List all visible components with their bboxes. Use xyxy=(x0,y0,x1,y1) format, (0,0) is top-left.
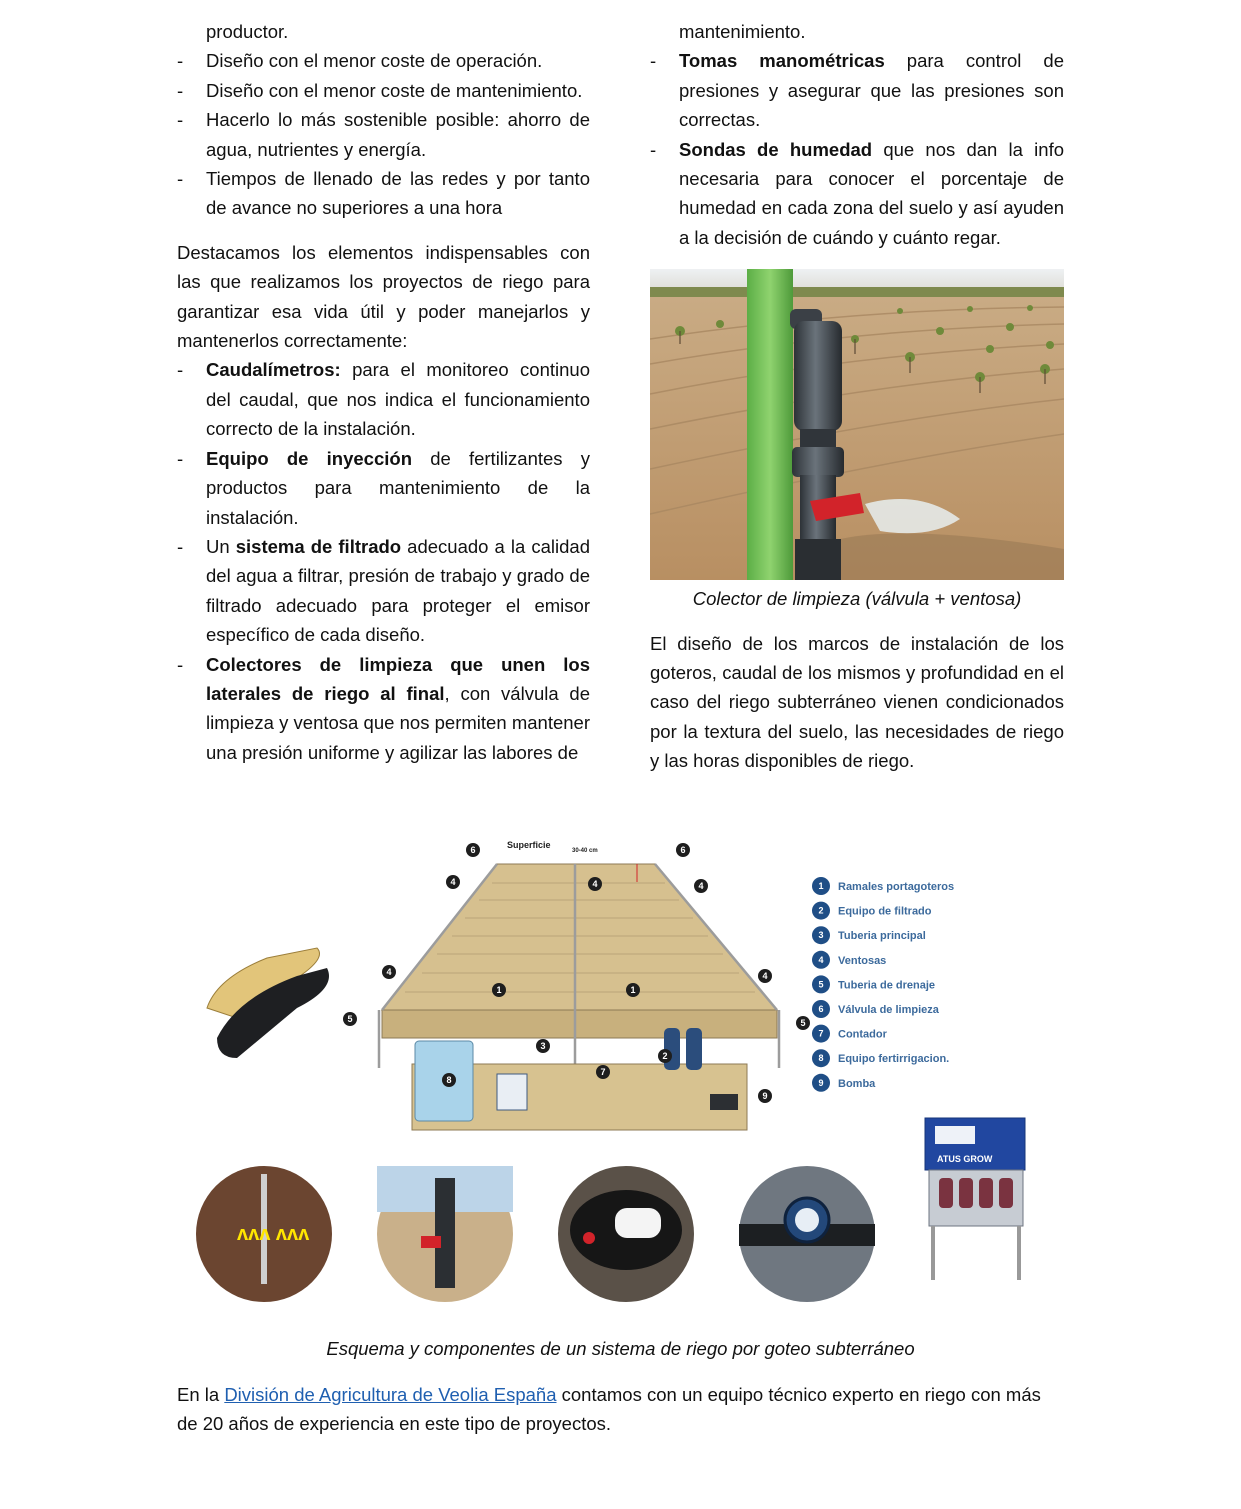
svg-text:4: 4 xyxy=(762,971,768,981)
water-meter-photo xyxy=(739,1166,875,1302)
diagram-caption: Esquema y componentes de un sistema de riego por goteo subterráneo xyxy=(326,1338,915,1359)
list-item: - Diseño con el menor coste de operación. xyxy=(177,46,590,75)
list-item: - Hacerlo lo más sostenible posible: ahorro de agua, nutrientes y energía. xyxy=(177,105,590,164)
svg-text:ʌʌʌ ʌʌʌ: ʌʌʌ ʌʌʌ xyxy=(237,1223,310,1245)
legend-label: Tuberia principal xyxy=(838,930,926,943)
legend-number: 9 xyxy=(818,1077,824,1088)
svg-text:4: 4 xyxy=(386,967,392,977)
legend-number: 7 xyxy=(818,1028,824,1039)
collector-valve-photo xyxy=(377,1166,513,1302)
continued-list-item: mantenimiento. xyxy=(679,21,806,42)
bold-term: sistema de filtrado xyxy=(235,535,402,557)
legend-label: Equipo fertirrigacion. xyxy=(838,1053,950,1066)
legend-item xyxy=(812,877,954,895)
cleaning-collector-photo xyxy=(650,269,1064,580)
list-item: - Sondas de humedad que nos dan la info necesaria para conocer el porcentaje de humedad en cada zona del suelo y así ayuden a la decisión de cuándo y cuánto regar. xyxy=(650,135,1064,253)
callout-badge xyxy=(446,875,460,889)
svg-text:7: 7 xyxy=(600,1067,606,1077)
list-item: - Diseño con el menor coste de mantenimiento. xyxy=(177,76,590,105)
legend-item xyxy=(812,902,932,920)
soil-dripper-photo xyxy=(196,1166,332,1302)
legend-number: 6 xyxy=(818,1004,824,1014)
continued-list-item: productor. xyxy=(206,21,289,42)
bold-term: Equipo de inyección xyxy=(206,447,412,469)
svg-text:6: 6 xyxy=(470,845,476,855)
design-goals-list xyxy=(177,46,590,222)
list-item: - Tomas manométricas para control de presiones y asegurar que las presiones son correctas. xyxy=(650,46,1064,134)
list-item: - Un sistema de filtrado adecuado a la calidad del agua a filtrar, presión de trabajo y grado de filtrado adecuado para proteger el emisor específico de cada diseño. xyxy=(177,532,590,650)
legend-label: Bomba xyxy=(838,1077,876,1090)
legend-label: Ventosas xyxy=(838,954,887,967)
list-item: - Caudalímetros: para el monitoreo continuo del caudal, que nos indica el funcionamiento correcto de la instalación. xyxy=(177,355,590,443)
legend-number: 8 xyxy=(818,1053,824,1064)
legend-label: Válvula de limpieza xyxy=(838,1004,939,1016)
callout-badge xyxy=(758,1089,772,1103)
callout-badge xyxy=(676,843,690,857)
svg-text:2: 2 xyxy=(662,1051,668,1061)
callout-badge xyxy=(492,983,506,997)
svg-text:1: 1 xyxy=(630,985,636,995)
photo-caption: Colector de limpieza (válvula + ventosa) xyxy=(692,588,1022,610)
device-brand: ATUS GROW xyxy=(937,1154,993,1164)
callout-badge xyxy=(626,983,640,997)
legend-number: 3 xyxy=(818,930,824,941)
svg-text:1: 1 xyxy=(496,985,502,995)
legend-item xyxy=(812,1025,888,1043)
bold-term: Tomas manométricas xyxy=(679,50,885,72)
legend-item xyxy=(812,1074,876,1092)
svg-text:8: 8 xyxy=(446,1075,452,1085)
elements-list xyxy=(177,355,590,767)
svg-text:3: 3 xyxy=(540,1041,546,1051)
list-item: - Equipo de inyección de fertilizantes y productos para mantenimiento de la instalación. xyxy=(177,444,590,532)
legend-number: 5 xyxy=(818,979,824,990)
legend-label: Tuberia de drenaje xyxy=(838,979,935,992)
callout-badge xyxy=(758,969,772,983)
svg-text:4: 4 xyxy=(450,877,456,887)
callout-badge xyxy=(442,1073,456,1087)
svg-text:6: 6 xyxy=(680,845,686,855)
surface-label: Superficie xyxy=(507,840,551,850)
irrigation-diagram xyxy=(177,828,1064,1306)
legend-item xyxy=(812,975,935,993)
legend-item xyxy=(812,1049,949,1067)
svg-text:4: 4 xyxy=(698,881,704,891)
callout-badge xyxy=(658,1049,672,1063)
legend-item xyxy=(812,926,926,944)
intro-paragraph: Destacamos los elementos indispensables con las que realizamos los proyectos de riego para garantizar esa vida útil y poder manejarlos y mantenerlos correctamente: xyxy=(177,241,590,352)
left-column xyxy=(177,17,590,767)
callout-badge xyxy=(536,1039,550,1053)
legend-number: 1 xyxy=(818,881,824,891)
svg-text:5: 5 xyxy=(800,1018,806,1028)
legend-number: 4 xyxy=(818,954,824,965)
valve-box-photo xyxy=(558,1166,694,1302)
legend-item xyxy=(812,1000,940,1018)
callout-badge xyxy=(382,965,396,979)
bold-term: Sondas de humedad xyxy=(679,138,873,160)
svg-text:4: 4 xyxy=(592,879,598,889)
right-column xyxy=(650,17,1064,776)
svg-text:9: 9 xyxy=(762,1091,768,1101)
bold-term: Colectores de limpieza que unen los laterales de riego al final xyxy=(206,653,590,704)
legend-label: Contador xyxy=(838,1028,887,1041)
footer-paragraph: En la División de Agricultura de Veolia España contamos con un equipo técnico experto en riego con más de 20 años de experiencia en este tipo de proyectos. xyxy=(177,1384,1041,1435)
callout-badge xyxy=(694,879,708,893)
design-paragraph: El diseño de los marcos de instalación de los goteros, caudal de los mismos y profundidad en el caso del riego subterráneo vienen condicionados por la textura del suelo, las necesidades de riego y las horas disponibles de riego. xyxy=(650,632,1064,772)
callout-badge xyxy=(588,877,602,891)
legend-label: Equipo de filtrado xyxy=(838,905,932,918)
callout-badge xyxy=(343,1012,357,1026)
legend-label: Ramales portagoteros xyxy=(838,881,955,893)
callout-badge xyxy=(596,1065,610,1079)
bold-term: Caudalímetros: xyxy=(206,359,341,381)
legend-item xyxy=(812,951,886,969)
list-item: - Colectores de limpieza que unen los laterales de riego al final, con válvula de limpieza y ventosa que nos permiten mantener una presión uniforme y agilizar las labores de xyxy=(177,650,590,768)
diagram-legend xyxy=(812,877,954,1092)
irrigation-diagram-svg xyxy=(177,828,1064,1306)
veolia-agriculture-link[interactable]: División de Agricultura de Veolia España xyxy=(224,1384,557,1405)
depth-label: 30-40 cm xyxy=(572,848,598,854)
elements-list-continued xyxy=(650,46,1064,252)
callout-badge xyxy=(796,1016,810,1030)
legend-number: 2 xyxy=(818,905,824,916)
callout-badge xyxy=(466,843,480,857)
svg-text:5: 5 xyxy=(347,1014,353,1024)
list-item: - Tiempos de llenado de las redes y por tanto de avance no superiores a una hora xyxy=(177,164,590,223)
